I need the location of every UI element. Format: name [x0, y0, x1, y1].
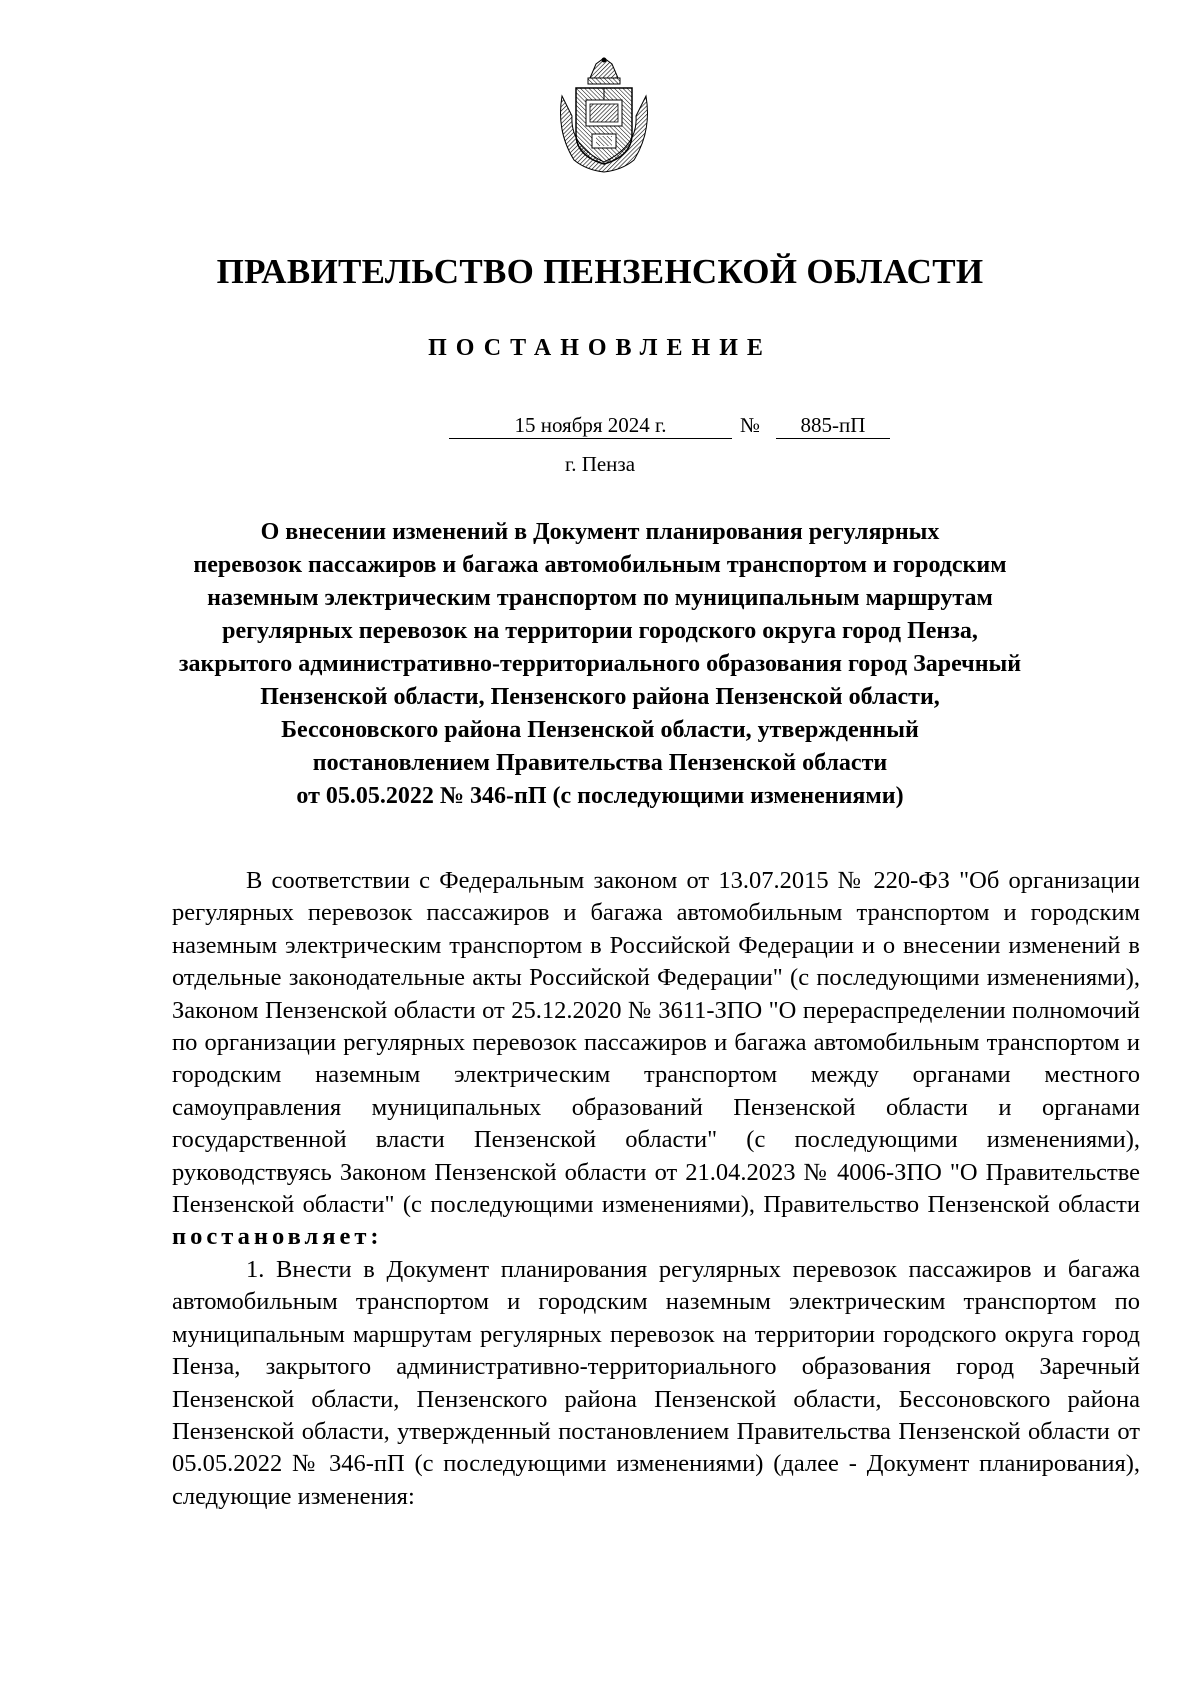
- document-subject: [150, 516, 1050, 813]
- subject-line: постановлением Правительства Пензенской области: [312, 750, 888, 776]
- government-title: ПРАВИТЕЛЬСТВО ПЕНЗЕНСКОЙ ОБЛАСТИ: [216, 252, 984, 291]
- document-type: ПОСТАНОВЛЕНИЕ: [428, 335, 772, 361]
- subject-line: от 05.05.2022 № 346-пП (с последующими изменениями): [296, 783, 904, 809]
- date-number-line: [0, 412, 1200, 442]
- subject-line: закрытого административно-территориального образования город Заречный: [178, 651, 1022, 677]
- coat-of-arms-icon: [552, 56, 656, 176]
- document-body: [172, 865, 1140, 1513]
- subject-line: О внесении изменений в Документ планирования регулярных: [260, 519, 940, 545]
- number-sign: №: [740, 413, 761, 437]
- document-city: г. Пенза: [564, 452, 636, 476]
- subject-line: Пензенской области, Пензенского района Пензенской области,: [260, 684, 940, 710]
- subject-line: перевозок пассажиров и багажа автомобильным транспортом и городским: [193, 552, 1007, 578]
- item-1-paragraph: 1. Внести в Документ планирования регулярных перевозок пассажиров и багажа автомобильным транспортом и городским наземным электрическим транспортом по муниципальным маршрутам регулярных перевозок на территории городского округа город Пенза, закрытого административно-территориального образования город Заречный Пензенской области, Пензенского района Пензенской области, Бессоновского района Пензенской области, утвержденный постановлением Правительства Пензенской области от 05.05.2022 № 346-пП (с последующими изменениями) (далее - Документ планирования), следующие изменения:: [172, 1255, 1140, 1510]
- subject-line: регулярных перевозок на территории городского округа город Пенза,: [222, 618, 978, 644]
- preamble-paragraph: [172, 865, 1140, 1254]
- subject-line: наземным электрическим транспортом по муниципальным маршрутам: [207, 585, 993, 611]
- document-date: 15 ноября 2024 г.: [449, 412, 732, 439]
- document-number: 885-пП: [776, 412, 890, 439]
- subject-line: Бессоновского района Пензенской области, утвержденный: [281, 717, 919, 743]
- preamble-text: В соответствии с Федеральным законом от 13.07.2015 № 220-ФЗ "Об организации регулярных перевозок пассажиров и багажа автомобильным транспортом и городским наземным электрическим транспортом в Российской Федерации и о внесении изменений в отдельные законодательные акты Российской Федерации" (с последующими изменениями), Законом Пензенской области от 25.12.2020 № 3611-ЗПО "О перераспределении полномочий по организации регулярных перевозок пассажиров и багажа автомобильным транспортом и городским наземным электрическим транспортом между органами местного самоуправления муниципальных образований Пензенской области и органами государственной власти Пензенской области" (с последующими изменениями), руководствуясь Законом Пензенской области от 21.04.2023 № 4006-ЗПО "О Правительстве Пензенской области" (с последующими изменениями), Правительство Пензенской области: [172, 867, 1140, 1219]
- resolves-word: постановляет:: [172, 1223, 383, 1251]
